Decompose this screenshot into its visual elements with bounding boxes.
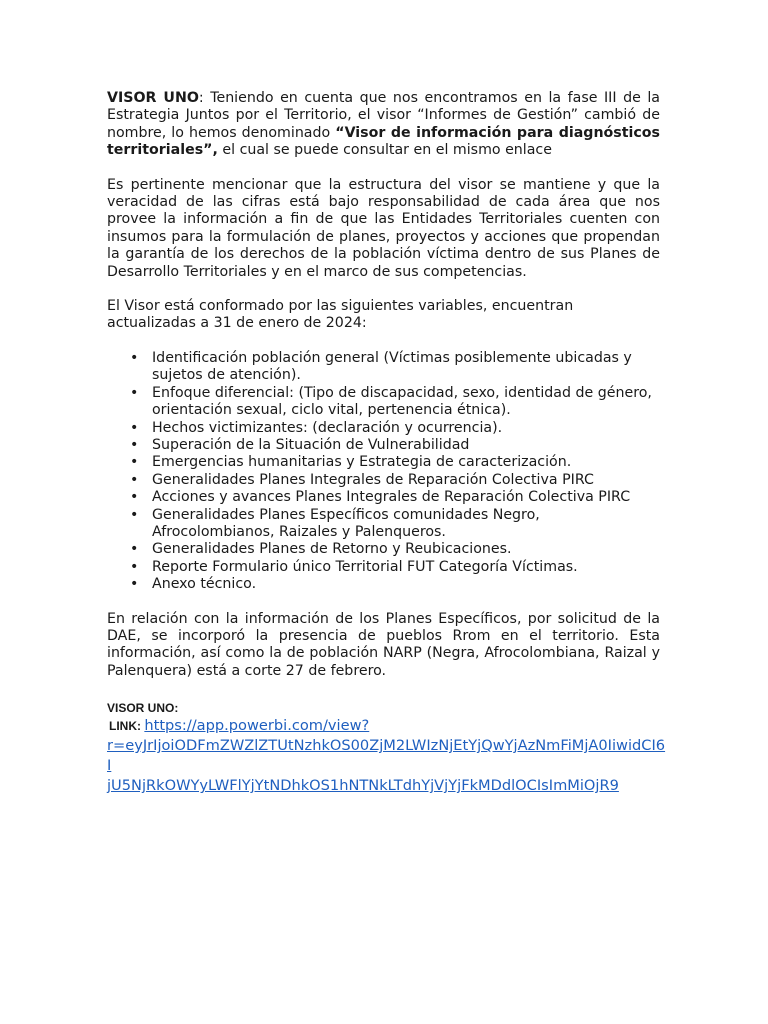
bullet-icon: • bbox=[130, 506, 139, 523]
variable-item bbox=[130, 349, 660, 385]
bullet-icon: • bbox=[130, 454, 139, 471]
variable-item-text: Anexo técnico. bbox=[152, 576, 257, 593]
variables-list bbox=[107, 350, 660, 594]
variable-item-text: Generalidades Planes Integrales de Reparación Colectiva PIRC bbox=[152, 471, 594, 488]
bullet-icon: • bbox=[130, 349, 139, 366]
link-label: LINK: bbox=[109, 719, 141, 734]
variable-item-text: Superación de la Situación de Vulnerabilidad bbox=[152, 436, 470, 453]
variable-item bbox=[130, 471, 660, 489]
variable-item-text: Identificación población general (Víctimas posiblemente ubicadas y sujetos de atención). bbox=[152, 349, 632, 384]
link-block bbox=[107, 700, 666, 796]
variable-item bbox=[130, 419, 660, 437]
intro-text-1: : Teniendo en cuenta que nos encontramos en la fase III de la Estrategia Juntos por el Territorio, el visor “Informes de Gestión” cambió de nombre, lo hemos denominado bbox=[107, 90, 660, 141]
relation-paragraph: En relación con la información de los Planes Específicos, por solicitud de la DAE, se incorporó la presencia de pueblos Rrom en el territorio. Esta información, así como la de población NARP (Negra, Afrocolombiana, Raizal y Palenquera) está a corte 27 de febrero. bbox=[107, 610, 660, 679]
bullet-icon: • bbox=[130, 436, 139, 453]
variable-item bbox=[130, 384, 660, 420]
variable-item-text: Generalidades Planes de Retorno y Reubicaciones. bbox=[152, 541, 512, 558]
variable-item bbox=[130, 489, 660, 506]
variable-item bbox=[130, 436, 660, 454]
document-page bbox=[107, 90, 666, 796]
variable-item bbox=[130, 541, 660, 558]
variable-item-text: Reporte Formulario único Territorial FUT Categoría Víctimas. bbox=[152, 558, 578, 575]
bullet-icon: • bbox=[130, 471, 139, 488]
variable-item-text: Generalidades Planes Específicos comunidades Negro, Afrocolombianos, Raizales y Palenqueros. bbox=[152, 506, 540, 540]
variable-item-text: Acciones y avances Planes Integrales de Reparación Colectiva PIRC bbox=[152, 489, 631, 506]
variable-item-text: Emergencias humanitarias y Estrategia de caracterización. bbox=[152, 454, 572, 471]
bullet-icon: • bbox=[130, 419, 139, 436]
visor-uno-label: VISOR UNO: bbox=[107, 701, 179, 716]
link-line bbox=[107, 716, 660, 736]
variable-item-text: Enfoque diferencial: (Tipo de discapacidad, sexo, identidad de género, orientación sexual, ciclo vital, pertenencia étnica). bbox=[152, 384, 652, 419]
bullet-icon: • bbox=[130, 558, 139, 575]
bullet-icon: • bbox=[130, 489, 139, 506]
bullet-icon: • bbox=[130, 576, 139, 593]
variable-item-text: Hechos victimizantes: (declaración y ocurrencia). bbox=[152, 419, 503, 436]
powerbi-link-continuation bbox=[107, 736, 667, 796]
visor-uno-heading: VISOR UNO bbox=[107, 90, 199, 106]
intro-text-2: el cual se puede consultar en el mismo enlace bbox=[217, 142, 552, 159]
variable-item bbox=[130, 576, 660, 593]
variable-item bbox=[130, 506, 660, 542]
bullet-icon: • bbox=[130, 384, 139, 401]
powerbi-link-part-3[interactable]: jU5NjRkOWYyLWFlYjYtNDhkOS1hNTNkLTdhYjVjYjFkMDdlOCIsImMiOjR9 bbox=[107, 777, 619, 795]
variable-item bbox=[130, 558, 660, 576]
intro-paragraph bbox=[107, 90, 660, 160]
structure-paragraph: Es pertinente mencionar que la estructura del visor se mantiene y que la veracidad de las cifras está bajo responsabilidad de cada área que nos provee la información a fin de que las Entidades Territoriales cuenten con insumos para la formulación de planes, proyectos y acciones que propendan la garantía de los derechos de la población víctima dentro de sus Planes de Desarrollo Territoriales y en el marco de sus competencias. bbox=[107, 176, 660, 280]
visor-name-bold: “Visor de información para diagnósticos territoriales”, bbox=[107, 124, 660, 159]
variable-item bbox=[130, 454, 660, 471]
visor-variables-intro: El Visor está conformado por las siguientes variables, encuentran actualizadas a 31 de enero de 2024: bbox=[107, 298, 574, 332]
powerbi-link-part-2[interactable]: r=eyJrIjoiODFmZWZlZTUtNzhkOS00ZjM2LWIzNjEtYjQwYjAzNmFiMjA0IiwidCI6I bbox=[107, 737, 666, 775]
powerbi-link-part-1[interactable]: https://app.powerbi.com/view? bbox=[144, 717, 370, 735]
bullet-icon: • bbox=[130, 541, 139, 558]
